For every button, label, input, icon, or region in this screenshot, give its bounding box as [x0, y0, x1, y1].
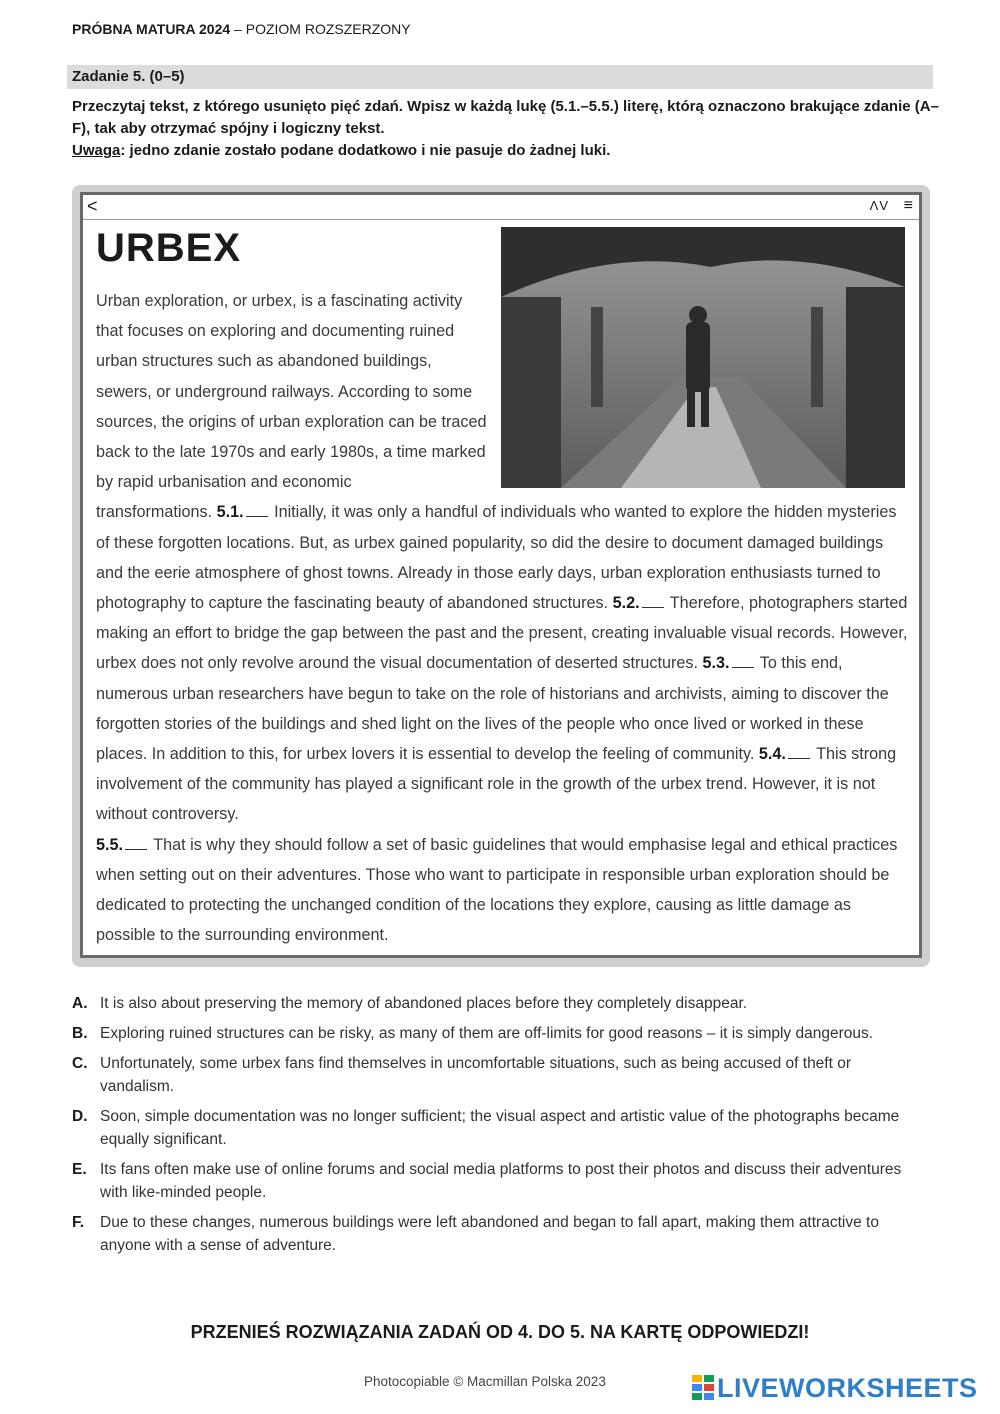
- option-text: Unfortunately, some urbex fans find themselves in uncomfortable situations, such as being accused of theft or vandalism.: [100, 1055, 852, 1095]
- task-title: Zadanie 5. (0–5): [67, 65, 933, 89]
- article-text-2: Initially, it was only a handful of individuals who wanted to explore the hidden mysteries of these forgotten locations. But, as urbex gained popularity, so did the desire to document damaged buildings and the eerie atmosphere of ghost towns. Already in those early days, urban exploration enthusiasts turned to photography to capture the fascinating beauty of abandoned structures.: [96, 503, 897, 613]
- exam-level: – POZIOM ROZSZERZONY: [230, 21, 411, 37]
- option-text: Its fans often make use of online forums and social media platforms to post their photos and discuss their adventures with like-minded people.: [100, 1161, 902, 1201]
- exam-title: PRÓBNA MATURA 2024: [72, 21, 231, 37]
- article-text-1: transformations.: [96, 503, 213, 522]
- note-text: : jedno zdanie zostało podane dodatkowo i nie pasuje do żadnej luki.: [120, 142, 611, 159]
- option-d: [72, 1105, 922, 1151]
- option-text: Soon, simple documentation was no longer sufficient; the visual aspect and artistic value of the photographs became equally significant.: [100, 1108, 900, 1148]
- option-letter: F.: [72, 1214, 85, 1231]
- back-icon[interactable]: <: [87, 196, 98, 216]
- copyright: Photocopiable © Macmillan Polska 2023: [364, 1374, 606, 1389]
- option-letter: D.: [72, 1108, 88, 1125]
- gap-label-5-1: 5.1.: [216, 503, 244, 522]
- gap-5-4[interactable]: [788, 746, 810, 759]
- liveworksheets-logo[interactable]: [692, 1374, 978, 1402]
- option-f: [72, 1211, 922, 1257]
- option-c: [72, 1052, 922, 1098]
- option-letter: C.: [72, 1055, 88, 1072]
- option-e: [72, 1158, 922, 1204]
- article-title: URBEX: [96, 226, 242, 270]
- gap-label-5-2: 5.2.: [612, 594, 640, 613]
- option-text: Exploring ruined structures can be risky, as many of them are off-limits for good reasons – it is simply dangerous.: [100, 1025, 874, 1042]
- option-text: Due to these changes, numerous buildings were left abandoned and began to fall apart, making them attractive to anyone with a sense of adventure.: [100, 1214, 879, 1254]
- option-text: It is also about preserving the memory of abandoned places before they completely disappear.: [100, 995, 748, 1012]
- article-text-4: To this end, numerous urban researchers have begun to take on the role of historians and archivists, aiming to discover the forgotten stories of the buildings and shed light on the lives of the people who once lived or worked in these places. In addition to this, for urbex lovers it is essential to develop the feeling of community.: [96, 654, 889, 764]
- answer-options: [72, 992, 922, 1264]
- gap-5-3[interactable]: [732, 655, 754, 668]
- article-text-5: This strong involvement of the community has played a significant role in the growth of the urbex trend. However, it is not without controversy.: [96, 745, 897, 824]
- gap-5-1[interactable]: [246, 504, 268, 517]
- gap-label-5-3: 5.3.: [702, 654, 730, 673]
- gap-label-5-5: 5.5.: [96, 835, 124, 854]
- option-b: [72, 1022, 922, 1045]
- sort-icon[interactable]: ΛV: [869, 198, 889, 213]
- article-text-6: That is why they should follow a set of basic guidelines that would emphasise legal and ethical practices when setting out on their adventures. Those who want to participate in responsible urban exploration should be dedicated to protecting the unchanged condition of the locations they explore, causing as little damage as possible to the surrounding environment.: [96, 835, 898, 945]
- menu-icon[interactable]: ≡: [903, 197, 913, 214]
- note-label: Uwaga: [72, 142, 121, 159]
- article-body: [96, 286, 914, 950]
- article-lead: Urban exploration, or urbex, is a fascinating activity that focuses on exploring and documenting ruined urban structures such as abandoned buildings, sewers, or underground railways. According to some sources, the origins of urban exploration can be traced back to the late 1970s and early 1980s, a time marked by rapid urbanisation and economic: [96, 292, 487, 492]
- article-toolbar: [83, 195, 919, 220]
- instruction-text: Przeczytaj tekst, z którego usunięto pięć zdań. Wpisz w każdą lukę (5.1.–5.5.) literę, którą oznaczono brakujące zdanie (A–F), tak aby otrzymać spójny i logiczny tekst.: [72, 98, 939, 137]
- option-a: [72, 992, 922, 1015]
- transfer-answers-note: PRZENIEŚ ROZWIĄZANIA ZADAŃ OD 4. DO 5. NA KARTĘ ODPOWIEDZI!: [190, 1322, 810, 1342]
- instruction-note: [72, 140, 942, 162]
- article-text-3: Therefore, photographers started making an effort to bridge the gap between the past and the present, creating invaluable visual records. However, urbex does not only revolve around the visual documentation of deserted structures.: [96, 594, 908, 673]
- gap-label-5-4: 5.4.: [758, 745, 786, 764]
- gap-5-5[interactable]: [125, 837, 147, 850]
- liveworksheets-icon: [692, 1375, 714, 1401]
- option-letter: B.: [72, 1025, 88, 1042]
- task-instructions: [72, 96, 942, 162]
- option-letter: A.: [72, 995, 88, 1012]
- gap-5-2[interactable]: [642, 595, 664, 608]
- brand-text: LIVEWORKSHEETS: [717, 1373, 978, 1403]
- exam-header: [72, 21, 411, 37]
- option-letter: E.: [72, 1161, 87, 1178]
